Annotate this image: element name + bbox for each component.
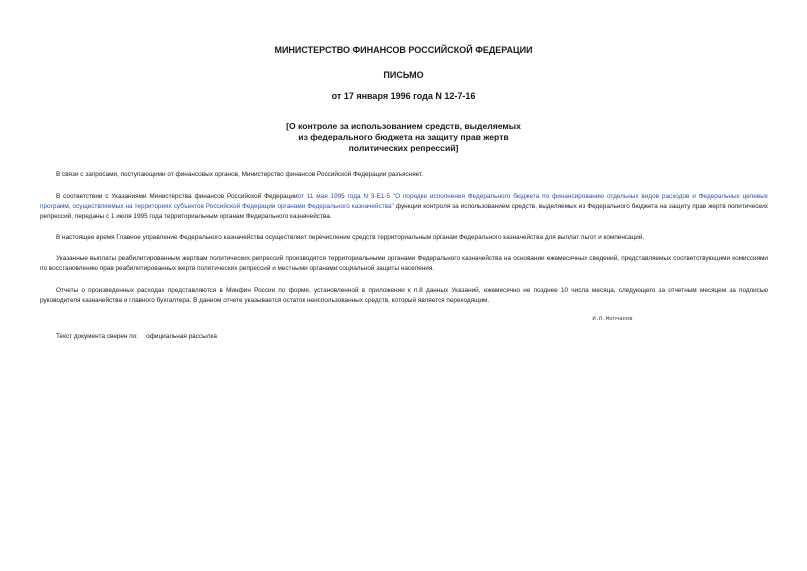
paragraph-instructions (40, 192, 768, 222)
verification-note (56, 333, 217, 340)
document-date-number: от 17 января 1996 года N 12-7-16 (331, 91, 476, 101)
subject-line-2: из федерального бюджета на защиту прав жертв (298, 132, 509, 142)
paragraph-treasury: В настоящее время Главное управление Федерального казначейства осуществляет перечисление средств территориальным органам Федерального казначейства для выплат льгот и компенсаций. (56, 234, 645, 241)
document-subject (0, 121, 807, 154)
instructions-link[interactable]: от 11 мая 1995 года N 3-Е1-5 "О порядке исполнения Федерального бюджета по финансированию отдельных видов расходов и Федеральных целевых программ, осуществляемых на территориях субъектов Российской Федерации органами Федерального казначейства" (40, 193, 768, 210)
paragraph-payments: Указанные выплаты реабилитированным жертвам политических репрессий производятся территориальными органами Федерального казначейства на основании ежемесячных сведений, представляемых соответствующими комиссиями по восстановлению прав реабилитированных жертв политических репрессий и местными органами социальной защиты населения. (40, 255, 768, 272)
document-type: ПИСЬМО (383, 70, 424, 80)
verification-source: официальная рассылка (146, 333, 217, 340)
verification-label: Текст документа сверен по: (56, 333, 139, 340)
subject-line-1: [О контроле за использованием средств, выделяемых (286, 121, 521, 131)
ministry-heading: МИНИСТЕРСТВО ФИНАНСОВ РОССИЙСКОЙ ФЕДЕРАЦИИ (274, 45, 533, 55)
paragraph-instructions-tail: функции контроля за использованием средств, выделяемых из Федерального бюджета на защиту прав жертв политических репрессий, переданы с 1 июля 1995 года территориальным органам Федерального казначейства. (40, 203, 768, 220)
paragraph-instructions-lead: В соответствии с Указаниями Министерства финансов Российской Федерации (56, 193, 298, 200)
subject-line-3: политических репрессий] (348, 143, 459, 153)
paragraph-intro: В связи с запросами, поступающими от финансовых органов, Министерство финансов Российской Федерации разъясняет. (56, 171, 424, 178)
paragraph-reports: Отчеты о произведенных расходах представляются в Минфин России по форме, установленной в приложении к п.8 данных Указаний, ежемесячно не позднее 10 числа месяца, следующего за отчетным месяцем за подписью руководителя казначейства и главного бухгалтера. В данном отчете указывается остаток неиспользованных средств, который является переходящим. (40, 287, 768, 304)
signature: И.П.Молчанов (592, 315, 633, 322)
